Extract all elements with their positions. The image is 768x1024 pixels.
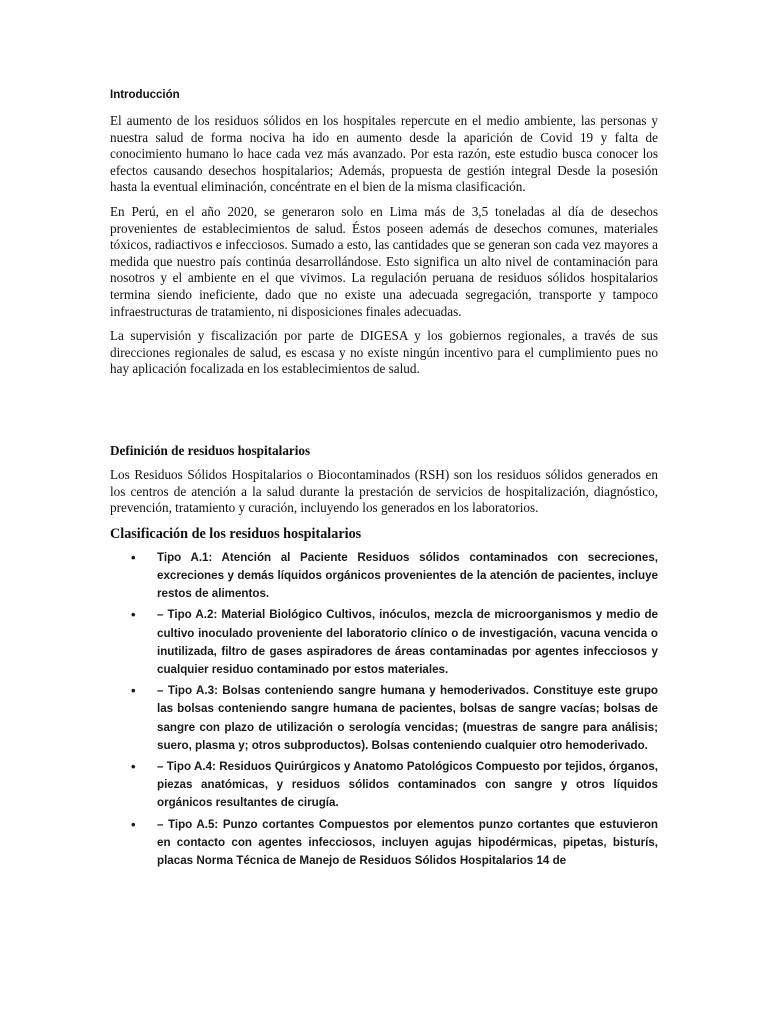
document-content — [110, 86, 658, 873]
list-item-text: – Tipo A.4: Residuos Quirúrgicos y Anatomo Patológicos Compuesto por tejidos, órganos, piezas anatómicas, y residuos sólidos contaminados con sangre y otros líquidos orgánicos resultantes de cirugía. — [157, 759, 658, 810]
bullet-icon: • — [131, 683, 136, 699]
bullet-icon: • — [131, 816, 136, 832]
bullet-icon: • — [131, 758, 136, 774]
bullet-icon: • — [131, 607, 136, 623]
list-item — [110, 816, 658, 871]
list-item-text: – Tipo A.5: Punzo cortantes Compuestos por elementos punzo cortantes que estuvieron en contacto con agentes infecciosos, incluyen agujas hipodérmicas, pipetas, bisturís, placas Norma Técnica de Manejo de Residuos Sólidos Hospitalarios 14 de — [157, 817, 658, 867]
list-item-text: – Tipo A.2: Material Biológico Cultivos, inóculos, mezcla de microorganismos y medio de cultivo inoculado proveniente del laboratorio clínico o de investigación, vacuna vencida o inutilizada, filtro de gases aspiradores de áreas contaminadas por agentes infecciosos y cualquier residuo contaminado por estos materiales. — [157, 608, 658, 676]
classification-heading: Clasificación de los residuos hospitalarios — [110, 525, 362, 542]
list-item — [110, 758, 658, 813]
list-item-text: – Tipo A.3: Bolsas conteniendo sangre humana y hemoderivados. Constituye este grupo las bolsas conteniendo sangre humana de pacientes, bolsas de sangre vacías; bolsas de sangre con plazo de utilización o serología vencidas; (muestras de sangre para análisis; suero, plasma y; otros subproductos). Bolsas conteniendo cualquier otro hemoderivado. — [157, 684, 658, 752]
section-spacer — [110, 386, 658, 442]
introduction-paragraph-2: En Perú, en el año 2020, se generaron solo en Lima más de 3,5 toneladas al día de desechos provenientes de establecimientos de salud. Éstos poseen además de desechos comunes, materiales tóxicos, radiactivos e infecciosos. Sumado a esto, las cantidades que se generan son cada vez mayores a medida que nuestro país continúa desarrollándose. Esto significa un alto nivel de contaminación para nosotros y el ambiente en el que vivimos. La regulación peruana de residuos sólidos hospitalarios termina siendo ineficiente, dado que no existe una adecuada segregación, transporte y tampoco infraestructuras de tratamiento, ni disposiciones finales adecuadas. — [110, 203, 658, 319]
introduction-paragraph-1: El aumento de los residuos sólidos en los hospitales repercute en el medio ambiente, las personas y nuestra salud de forma nociva ha ido en aumento desde la aparición de Covid 19 y falta de conocimiento humano lo hace cada vez más avanzado. Por esta razón, este estudio busca conocer los efectos causando desechos hospitalarios; Además, propuesta de gestión integral Desde la posesión hasta la eventual eliminación, concéntrate en el bien de la misma clasificación. — [110, 113, 658, 195]
introduction-paragraph-3: La supervisión y fiscalización por parte de DIGESA y los gobiernos regionales, a través de sus direcciones regionales de salud, es escasa y no existe ningún incentivo para el cumplimiento pues no hay aplicación focalizada en los establecimientos de salud. — [110, 328, 658, 377]
list-item — [110, 606, 658, 679]
list-item-text: Tipo A.1: Atención al Paciente Residuos sólidos contaminados con secreciones, excreciones y demás líquidos orgánicos provenientes de la atención de pacientes, incluye restos de alimentos. — [157, 550, 658, 601]
classification-list — [110, 549, 658, 870]
introduction-heading: Introducción — [110, 89, 180, 101]
list-item — [110, 549, 658, 604]
definition-paragraph: Los Residuos Sólidos Hospitalarios o Biocontaminados (RSH) son los residuos sólidos generados en los centros de atención a la salud durante la prestación de servicios de hospitalización, diagnóstico, prevención, tratamiento y curación, incluyendo los generados en los laboratorios. — [110, 466, 658, 516]
list-item — [110, 682, 658, 755]
definition-heading: Definición de residuos hospitalarios — [110, 442, 311, 458]
bullet-icon: • — [131, 549, 136, 565]
